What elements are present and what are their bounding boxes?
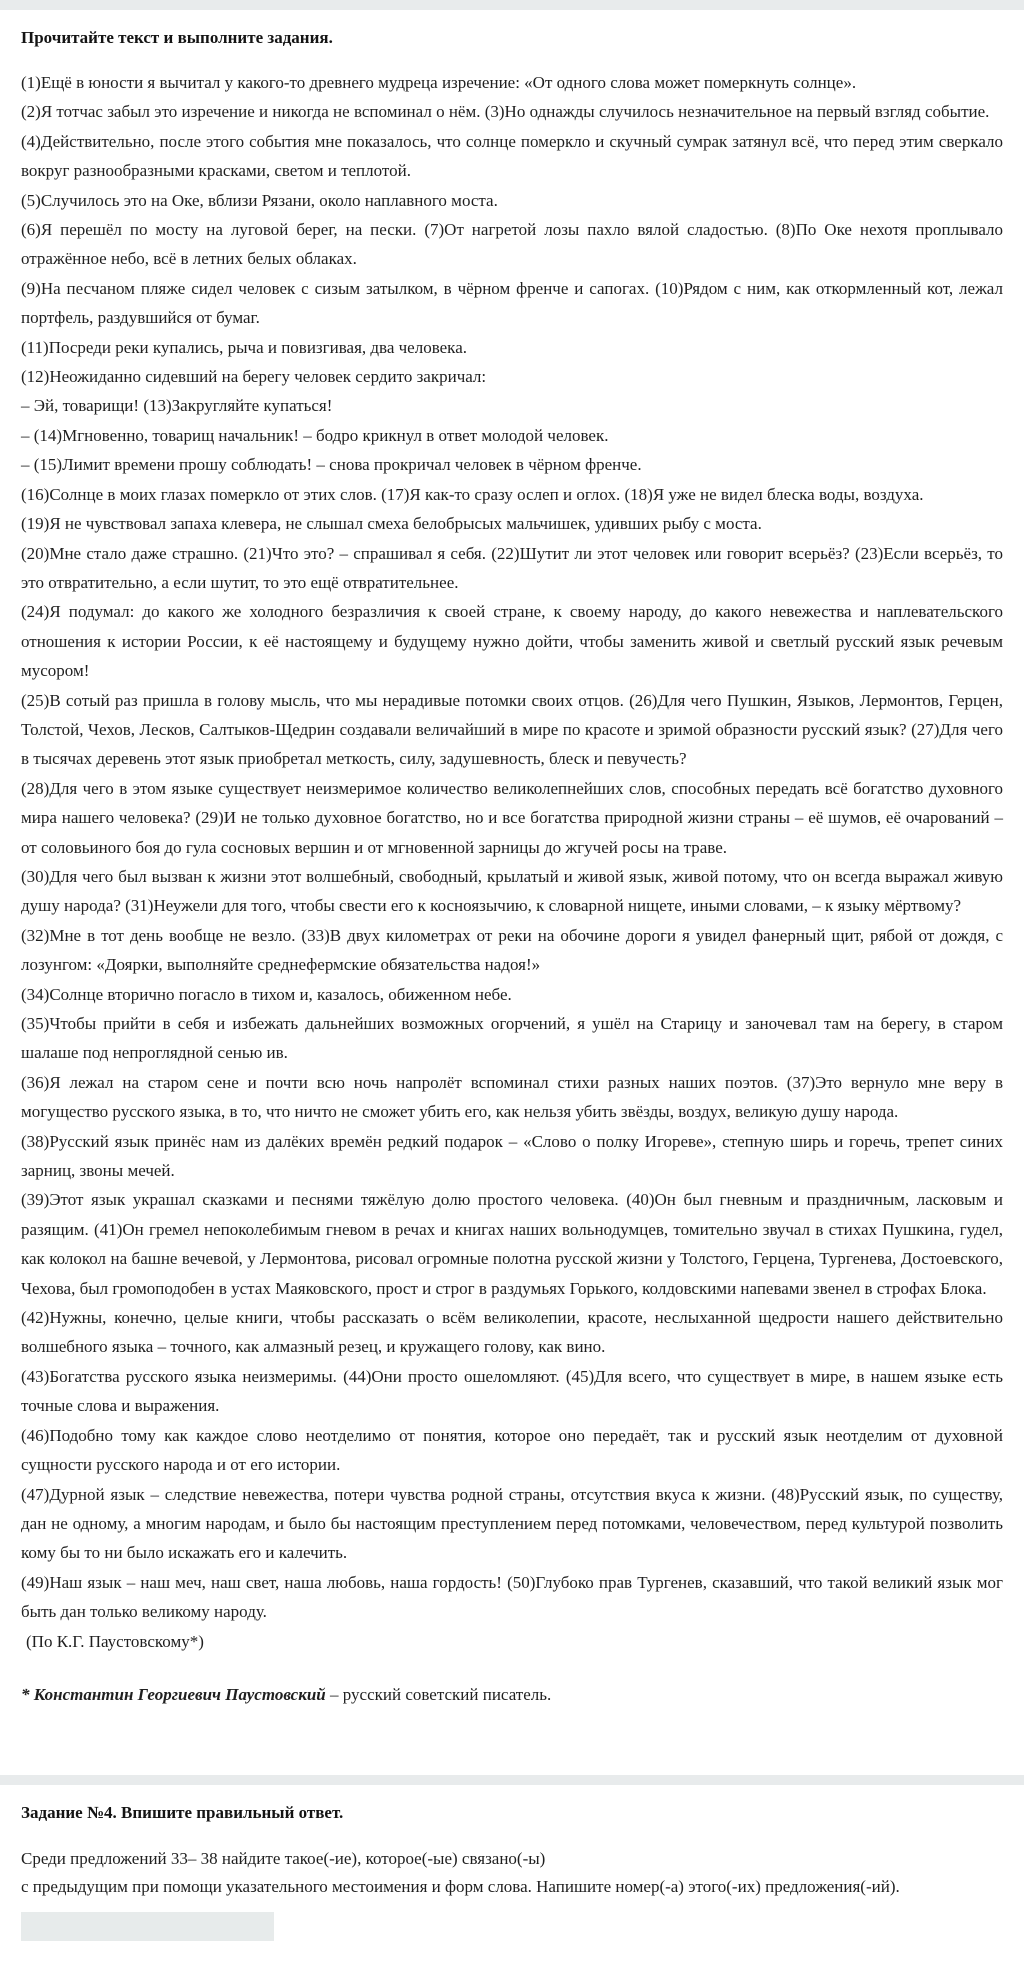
exam-page	[0, 10, 1024, 1971]
text-paragraph: (46)Подобно тому как каждое слово неотделимо от понятия, которое оно передаёт, так и русский язык неотделим от духовной сущности русского народа и от его истории.	[21, 1425, 1003, 1475]
text-paragraph: – (15)Лимит времени прошу соблюдать! – снова прокричал человек в чёрном френче.	[21, 455, 642, 475]
text-paragraph: (25)В сотый раз пришла в голову мысль, что мы нерадивые потомки своих отцов. (26)Для чего Пушкин, Языков, Лермонтов, Герцен, Толстой, Чехов, Лесков, Салтыков-Щедрин создавали величайший в мире по красоте и зримой образности русский язык? (27)Для чего в тысячах деревень этот язык приобретал меткость, силу, задушевность, блеск и певучесть?	[21, 690, 1003, 769]
text-paragraph: (19)Я не чувствовал запаха клевера, не слышал смеха белобрысых мальчишек, удивших рыбу с моста.	[21, 514, 762, 534]
text-paragraph: (36)Я лежал на старом сене и почти всю ночь напролёт вспоминал стихи разных наших поэтов. (37)Это вернуло мне веру в могущество русского языка, в то, что ничто не сможет убить его, как нельзя убить звёзды, воздух, великую душу народа.	[21, 1072, 1003, 1122]
text-paragraph: (42)Нужны, конечно, целые книги, чтобы рассказать о всём великолепии, красоте, неслыханной щедрости нашего действительно волшебного языка – точного, как алмазный резец, и кружащего голову, как вино.	[21, 1308, 1003, 1357]
text-paragraph: – (14)Мгновенно, товарищ начальник! – бодро крикнул в ответ молодой человек.	[21, 425, 609, 445]
text-paragraph: (43)Богатства русского языка неизмеримы. (44)Они просто ошеломляют. (45)Для всего, что существует в мире, в нашем языке есть точные слова и выражения.	[21, 1366, 1003, 1416]
text-paragraph: (28)Для чего в этом языке существует неизмеримое количество великолепнейших слов, способных передать всё богатство духовного мира нашего человека? (29)И не только духовное богатство, но и все богатства природной жизни страны – её шумов, её очарований – от соловьиного боя до гула сосновых вершин и от мгновенной зарницы до жгучей росы на траве.	[21, 778, 1003, 857]
task-prompt	[21, 1845, 1003, 1901]
text-paragraph: (30)Для чего был вызван к жизни этот волшебный, свободный, крылатый и живой язык, живой потому, что он всегда выражал живую душу народа? (31)Неужели для того, чтобы свести его к косноязычию, к словарной нищете, иными словами, – к языку мёртвому?	[21, 866, 1003, 916]
text-paragraph: (32)Мне в тот день вообще не везло. (33)В двух километрах от реки на обочине дороги я увидел фанерный щит, рябой от дождя, с лозунгом: «Доярки, выполняйте среднефермские обязательства надоя!»	[21, 925, 1003, 975]
reading-text-panel	[0, 10, 1024, 1775]
author-footnote	[21, 1680, 1003, 1709]
footnote-author-description: – русский советский писатель.	[325, 1684, 552, 1704]
task-title: Задание №4. Впишите правильный ответ.	[21, 1803, 344, 1823]
text-paragraph: (47)Дурной язык – следствие невежества, потери чувства родной страны, отсутствия вкуса к жизни. (48)Русский язык, по существу, дан не одному, а многим народам, и было бы настоящим преступлением перед потомками, человечеством, перед культурой позволить кому бы то ни было искажать его и калечить.	[21, 1484, 1003, 1563]
text-paragraph: (2)Я тотчас забыл это изречение и никогда не вспоминал о нём. (3)Но однажды случилось незначительное на первый взгляд событие.	[21, 102, 990, 122]
text-paragraph: (5)Случилось это на Оке, вблизи Рязани, около наплавного моста.	[21, 190, 498, 210]
text-paragraph: (20)Мне стало даже страшно. (21)Что это? – спрашивал я себя. (22)Шутит ли этот человек или говорит всерьёз? (23)Если всерьёз, то это отвратительно, а если шутит, то это ещё отвратительнее.	[21, 543, 1003, 592]
text-paragraph: (1)Ещё в юности я вычитал у какого-то древнего мудреца изречение: «От одного слова может померкнуть солнце».	[21, 73, 857, 92]
text-attribution: (По К.Г. Паустовскому*)	[26, 1631, 204, 1651]
text-paragraph: (9)На песчаном пляже сидел человек с сизым затылком, в чёрном френче и сапогах. (10)Рядом с ним, как откормленный кот, лежал портфель, раздувшийся от бумаг.	[21, 278, 1003, 328]
text-paragraph: (11)Посреди реки купались, рыча и повизгивая, два человека.	[21, 337, 467, 357]
text-paragraph: (12)Неожиданно сидевший на берегу человек сердито закричал:	[21, 367, 487, 387]
text-paragraph: (4)Действительно, после этого события мне показалось, что солнце померкло и скучный сумрак затянул всё, что перед этим сверкало вокруг разнообразными красками, светом и теплотой.	[21, 131, 1003, 181]
task-panel	[0, 1785, 1024, 1971]
text-paragraph: – Эй, товарищи! (13)Закругляйте купаться!	[21, 396, 333, 416]
text-paragraph: (49)Наш язык – наш меч, наш свет, наша любовь, наша гордость! (50)Глубоко прав Тургенев, сказавший, что такой великий язык мог быть дан только великому народу.	[21, 1572, 1003, 1622]
text-paragraph: (34)Солнце вторично погасло в тихом и, казалось, обиженном небе.	[21, 984, 512, 1004]
reading-instruction: Прочитайте текст и выполните задания.	[21, 28, 333, 47]
text-paragraph: (38)Русский язык принёс нам из далёких времён редкий подарок – «Слово о полку Игореве», степную ширь и горечь, трепет синих зарниц, звоны мечей.	[21, 1131, 1003, 1181]
text-paragraph: (16)Солнце в моих глазах померкло от этих слов. (17)Я как-то сразу ослеп и оглох. (18)Я уже не видел блеска воды, воздуха.	[21, 484, 924, 504]
text-paragraph: (35)Чтобы прийти в себя и избежать дальнейших возможных огорчений, я ушёл на Старицу и заночевал там на берегу, в старом шалаше под непроглядной сенью ив.	[21, 1014, 1003, 1063]
footnote-author-name: * Константин Георгиевич Паустовский	[21, 1684, 326, 1704]
reading-text	[21, 68, 1003, 1656]
text-paragraph: (24)Я подумал: до какого же холодного безразличия к своей стране, к своему народу, до какого невежества и наплевательского отношения к истории России, к её настоящему и будущему нужно дойти, чтобы заменить живой и светлый русский язык речевым мусором!	[21, 602, 1003, 681]
task-prompt-line1: Среди предложений 33– 38 найдите такое(-ие), которое(-ые) связано(-ы)	[21, 1849, 546, 1869]
task-prompt-line2: с предыдущим при помощи указательного местоимения и форм слова. Напишите номер(-а) этого(-их) предложения(-ий).	[21, 1877, 900, 1897]
text-paragraph: (6)Я перешёл по мосту на луговой берег, на пески. (7)От нагретой лозы пахло вялой сладостью. (8)По Оке нехотя проплывало отражённое небо, всё в летних белых облаках.	[21, 220, 1003, 269]
text-paragraph: (39)Этот язык украшал сказками и песнями тяжёлую долю простого человека. (40)Он был гневным и праздничным, ласковым и разящим. (41)Он гремел непоколебимым гневом в речах и книгах наших вольнодумцев, томительно звучал в стихах Пушкина, гудел, как колокол на башне вечевой, у Лермонтова, рисовал огромные полотна русской жизни у Толстого, Герцена, Тургенева, Достоевского, Чехова, был громоподобен в устах Маяковского, прост и строг в раздумьях Горького, колдовскими напевами звенел в строфах Блока.	[21, 1190, 1003, 1298]
answer-input[interactable]	[21, 1912, 274, 1941]
